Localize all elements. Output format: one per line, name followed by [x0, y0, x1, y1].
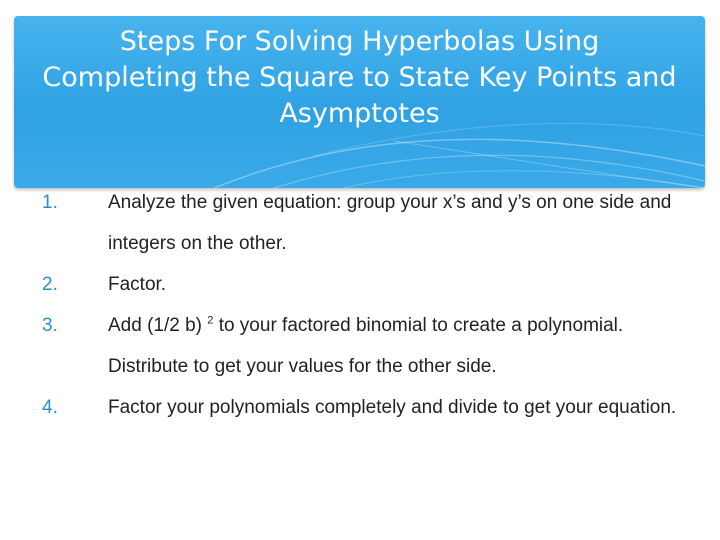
- step-number: 4.: [42, 397, 58, 418]
- slide-title: Steps For Solving Hyperbolas Using Completing the Square to State Key Points and Asymptotes: [42, 26, 677, 129]
- step-item: [38, 387, 688, 428]
- title-banner: [14, 16, 705, 188]
- step-text: Factor.: [108, 274, 167, 295]
- step-text-before: Add (1/2 b): [108, 315, 202, 336]
- step-item: [38, 305, 688, 387]
- step-item: [38, 182, 688, 264]
- steps-list: [38, 182, 688, 428]
- step-text-after: to your factored binomial to create a polynomial. Distribute to get your values for the other side.: [108, 315, 624, 377]
- step-item: [38, 264, 688, 305]
- step-text: Factor your polynomials completely and divide to get your equation.: [108, 397, 677, 418]
- step-number: 3.: [42, 315, 58, 336]
- step-number: 1.: [42, 192, 58, 213]
- step-text: Analyze the given equation: group your x’s and y’s on one side and integers on the other.: [108, 192, 672, 254]
- step-number: 2.: [42, 274, 58, 295]
- step-superscript: 2: [207, 314, 214, 327]
